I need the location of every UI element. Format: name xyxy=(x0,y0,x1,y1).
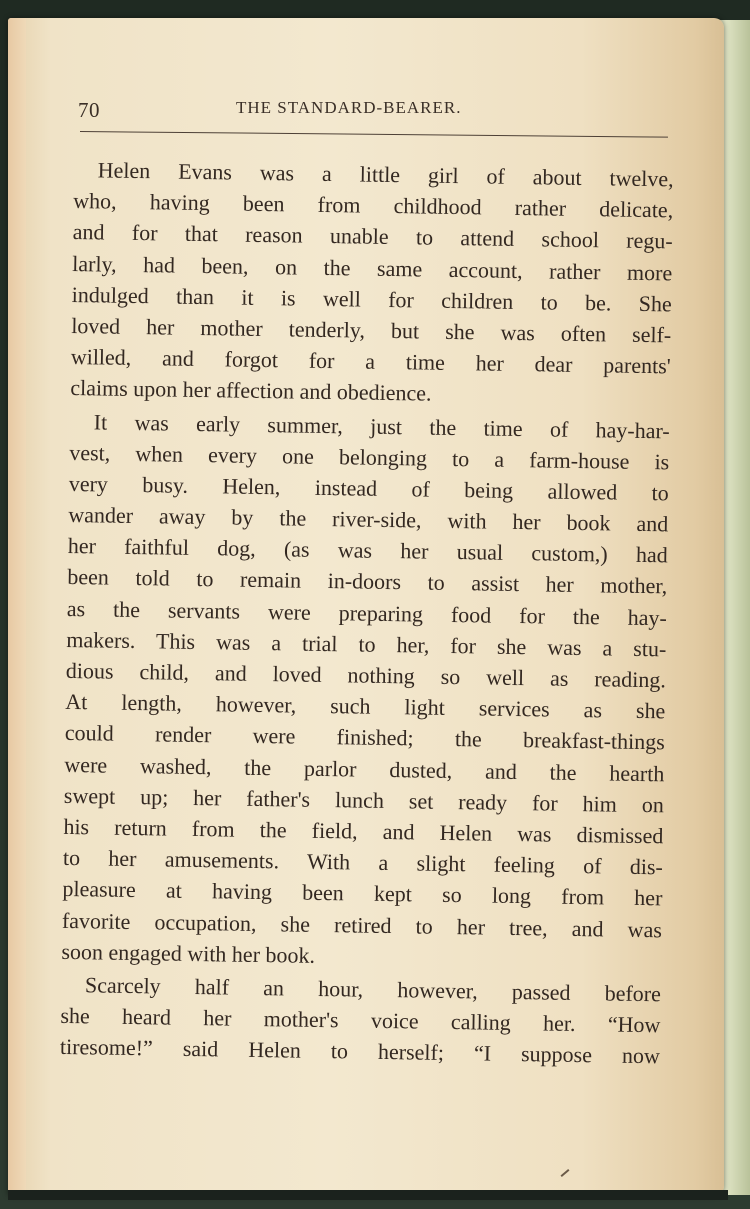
text-line: his return from the field, and Helen was dismissed xyxy=(63,813,664,849)
text-line: favorite occupation, she retired to her tree, and was xyxy=(61,907,663,942)
text-line: soon engaged with her book. xyxy=(61,938,316,968)
text-line: At length, however, such light services as she xyxy=(65,689,666,724)
text-line: vest, when every one belonging to a farm-house is xyxy=(69,439,670,475)
text-line: could render were finished; the breakfast-things xyxy=(64,720,666,755)
text-line: claims upon her affection and obedience. xyxy=(70,375,432,406)
running-title: THE STANDARD-BEARER. xyxy=(236,98,462,117)
text-line: her faithful dog, (as was her usual custom,) had xyxy=(67,533,668,568)
text-line: It was early summer, just the time of hay-har- xyxy=(93,408,670,443)
page-header xyxy=(78,98,668,128)
text-line: wander away by the river-side, with her book and xyxy=(68,502,669,537)
text-line: very busy. Helen, instead of being allowed to xyxy=(68,470,669,506)
text-line: larly, had been, on the same account, rather more xyxy=(72,250,673,285)
text-line: were washed, the parlor dusted, and the hearth xyxy=(64,751,665,786)
text-line: to her amusements. With a slight feeling of dis- xyxy=(62,845,664,880)
text-line: dious child, and loved nothing so well as reading. xyxy=(65,657,667,693)
page-number: 70 xyxy=(78,98,100,122)
text-line: as the servants were preparing food for the hay- xyxy=(66,595,667,630)
text-line: swept up; her father's lunch set ready for him on xyxy=(63,782,665,818)
text-line: she heard her mother's voice calling her. “How xyxy=(60,1002,661,1038)
text-line: been told to remain in-doors to assist her mother, xyxy=(67,564,668,599)
page-gutter xyxy=(8,18,26,1196)
text-line: Scarcely half an hour, however, passed before xyxy=(84,972,662,1007)
text-line: loved her mother tenderly, but she was often self- xyxy=(71,312,672,348)
text-line: Helen Evans was a little girl of about twelve, xyxy=(97,157,674,192)
text-line: willed, and forgot for a time her dear parents' xyxy=(70,344,671,379)
body-text xyxy=(60,154,674,1072)
page-bottom-edge xyxy=(8,1190,728,1200)
text-line: pleasure at having been kept so long from her xyxy=(62,876,663,911)
text-line: tiresome!” said Helen to herself; “I suppose now xyxy=(59,1034,661,1069)
text-line: and for that reason unable to attend school regu- xyxy=(72,219,673,254)
text-line: who, having been from childhood rather delicate, xyxy=(73,188,674,223)
text-line: indulged than it is well for children to be. She xyxy=(71,281,672,317)
text-line: makers. This was a trial to her, for she was a stu- xyxy=(66,626,667,662)
